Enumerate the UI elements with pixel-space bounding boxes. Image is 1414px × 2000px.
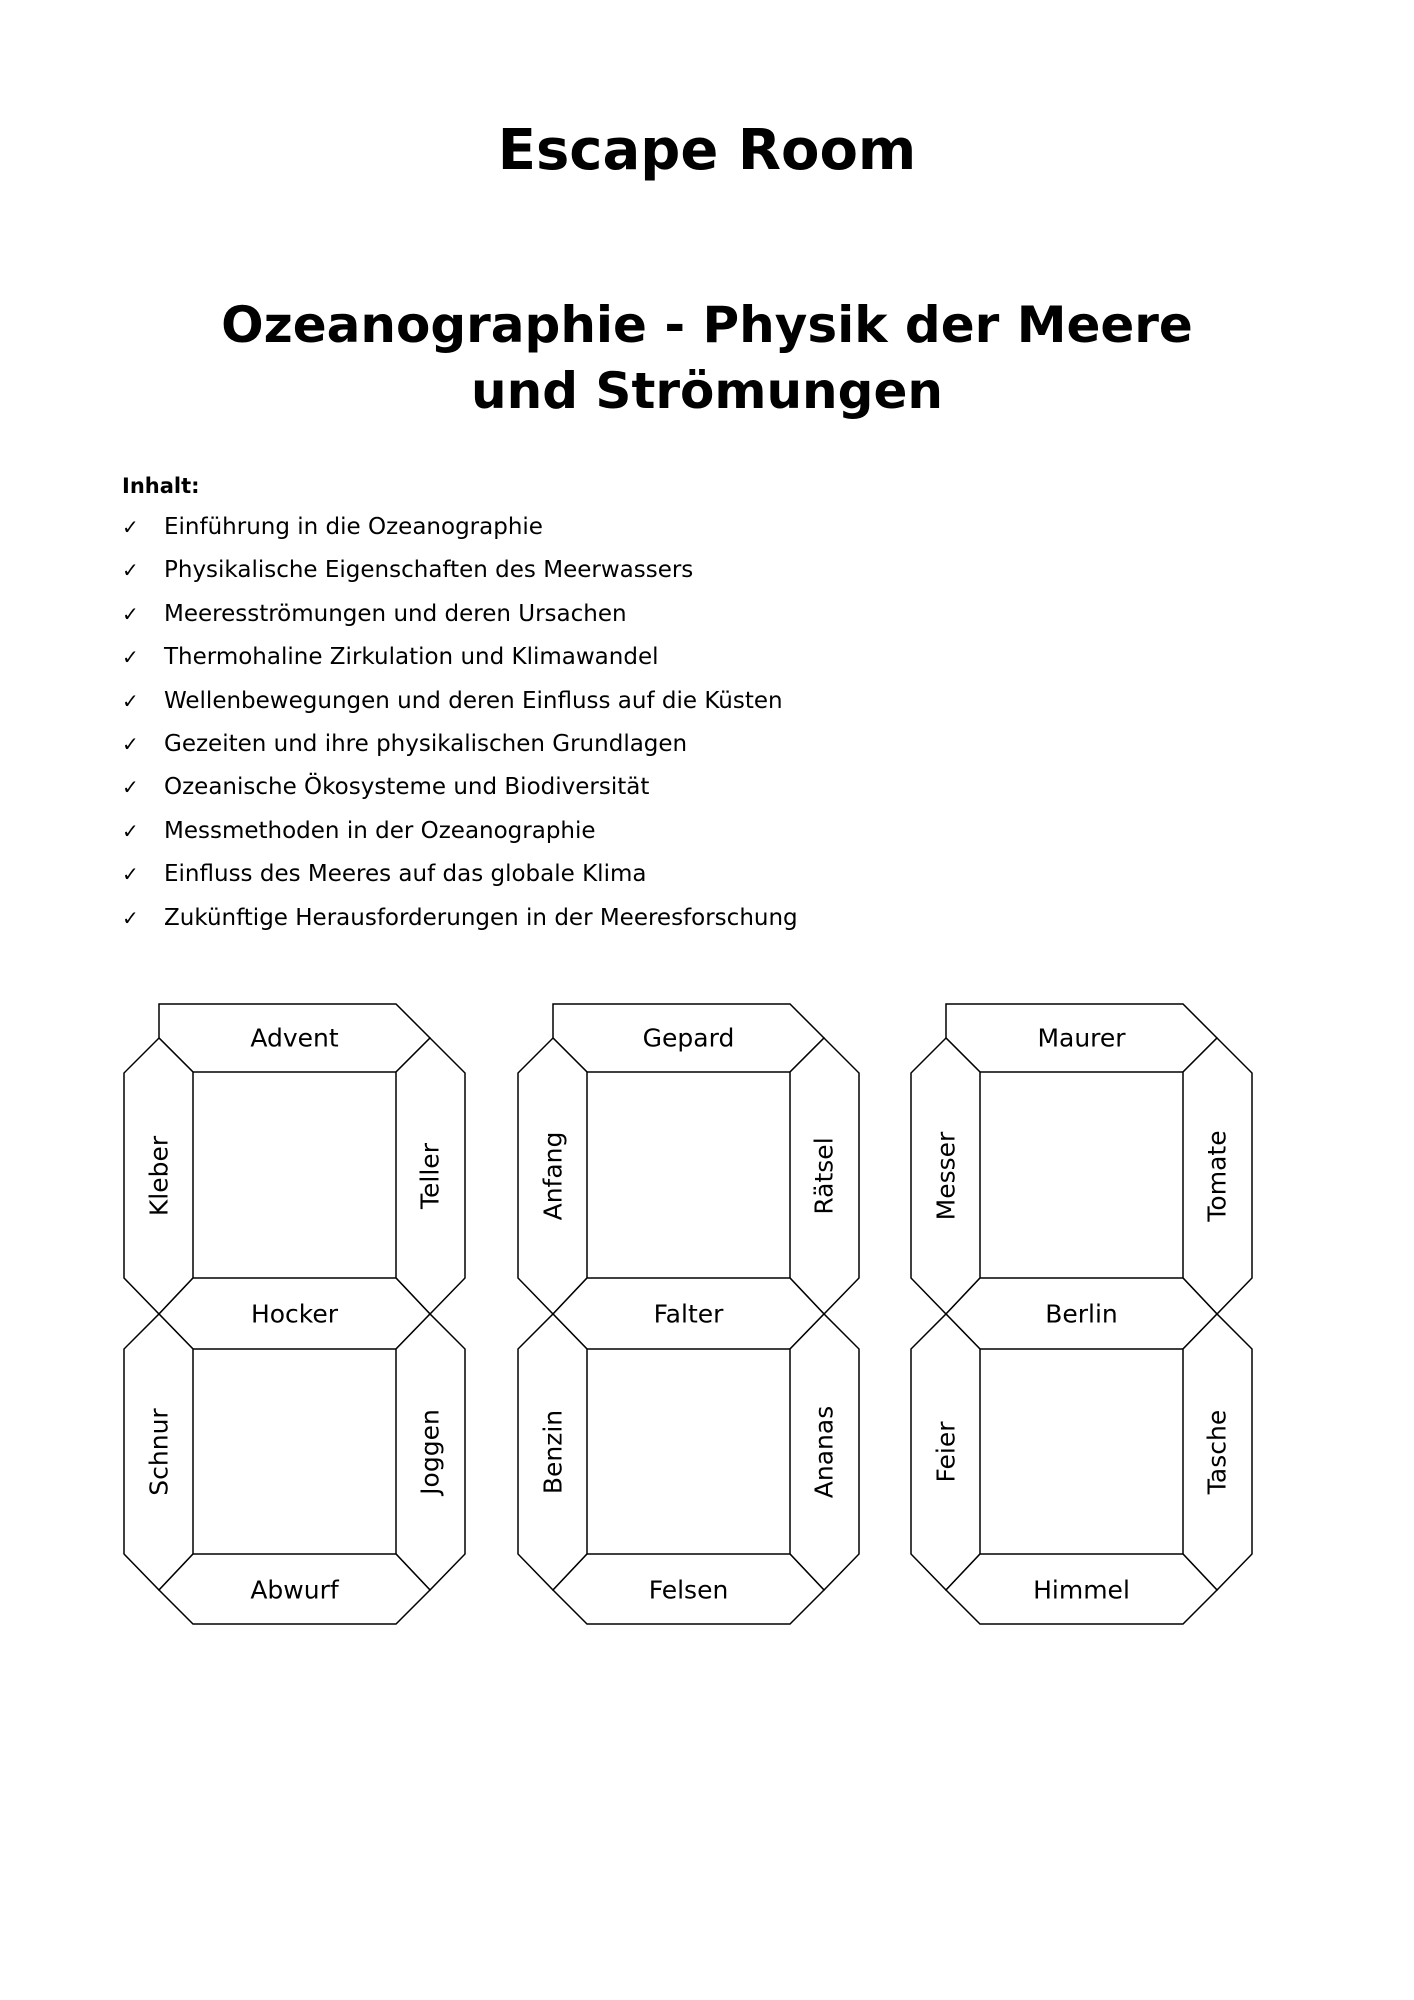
segment-label-upper-left: Anfang: [538, 1131, 568, 1221]
segment-label-lower-right: Tasche: [1202, 1409, 1232, 1495]
checkmark-icon: ✓: [122, 818, 139, 843]
segment-label-bottom: Felsen: [648, 1575, 729, 1605]
checkmark-icon: ✓: [122, 558, 139, 583]
segment-label-bottom: Himmel: [1033, 1575, 1130, 1605]
checkmark-icon: ✓: [122, 515, 139, 539]
segment-label-upper-left: Kleber: [144, 1135, 174, 1217]
contents-item-text: Gezeiten und ihre physikalischen Grundlagen: [164, 730, 688, 757]
segment-label-middle: Berlin: [1045, 1299, 1118, 1329]
page-title: Escape Room: [497, 118, 917, 183]
checkmark-icon: ✓: [122, 645, 139, 670]
checkmark-icon: ✓: [122, 688, 139, 713]
segment-label-top: Gepard: [642, 1023, 735, 1053]
contents-heading: Inhalt:: [122, 474, 200, 498]
digit-puzzle-3: [911, 1004, 1252, 1624]
checkmark-icon: ✓: [122, 731, 139, 756]
segment-label-bottom: Abwurf: [250, 1575, 339, 1605]
page-subtitle: Ozeanographie - Physik der Meere und Strömungen: [221, 296, 1193, 420]
checkmark-icon: ✓: [122, 905, 139, 930]
segment-label-top: Maurer: [1037, 1023, 1126, 1053]
checkmark-icon: ✓: [122, 601, 139, 626]
segment-label-lower-left: Feier: [931, 1421, 961, 1483]
contents-item-text: Physikalische Eigenschaften des Meerwassers: [164, 557, 694, 584]
segment-label-lower-right: Ananas: [809, 1405, 839, 1499]
segment-label-lower-left: Schnur: [144, 1408, 174, 1496]
contents-item-text: Einfluss des Meeres auf das globale Klima: [164, 861, 647, 888]
segment-label-lower-left: Benzin: [538, 1409, 568, 1495]
segment-label-middle: Hocker: [250, 1299, 339, 1329]
checkmark-icon: ✓: [122, 775, 139, 800]
segment-label-lower-right: Joggen: [415, 1409, 445, 1495]
segment-label-upper-left: Messer: [931, 1131, 961, 1221]
segment-label-top: Advent: [250, 1023, 339, 1053]
contents-item-text: Messmethoden in der Ozeanographie: [164, 817, 596, 844]
checkmark-icon: ✓: [122, 862, 139, 887]
contents-item-text: Zukünftige Herausforderungen in der Meeresforschung: [164, 904, 798, 931]
segment-label-upper-right: Teller: [415, 1143, 445, 1209]
segment-label-upper-right: Rätsel: [809, 1137, 839, 1215]
contents-item-text: Ozeanische Ökosysteme und Biodiversität: [164, 774, 650, 801]
contents-item-text: Meeresströmungen und deren Ursachen: [164, 600, 627, 627]
digit-puzzle-2: [518, 1004, 859, 1624]
contents-item-text: Wellenbewegungen und deren Einfluss auf die Küsten: [164, 687, 783, 714]
contents-item-text: Thermohaline Zirkulation und Klimawandel: [164, 644, 659, 671]
segment-label-middle: Falter: [653, 1299, 724, 1329]
digit-puzzle-1: [124, 1004, 465, 1624]
contents-item-text: Einführung in die Ozeanographie: [164, 514, 543, 540]
segment-label-upper-right: Tomate: [1202, 1130, 1232, 1222]
